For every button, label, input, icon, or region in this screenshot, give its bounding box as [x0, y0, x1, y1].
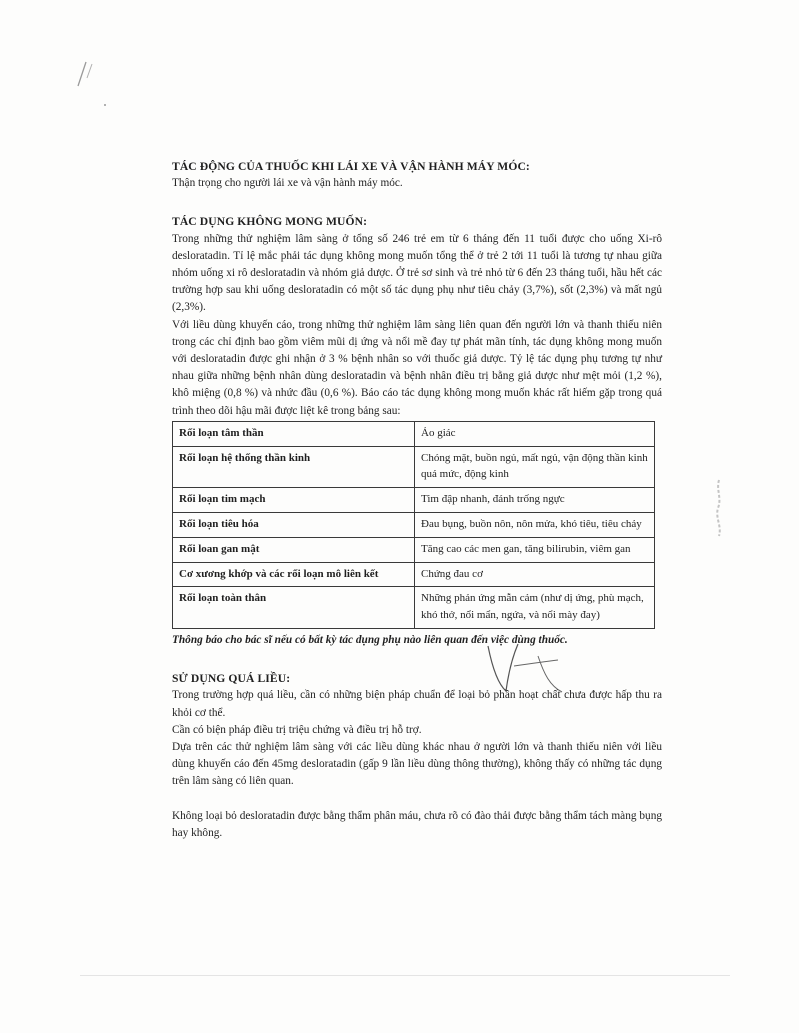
section-heading-driving: TÁC ĐỘNG CỦA THUỐC KHI LÁI XE VÀ VẬN HÀNH MÁY MÓC:: [172, 160, 530, 173]
table-cell-category: Rối loạn tâm thần: [173, 421, 415, 446]
table-cell-category: Rối loan gan mật: [173, 537, 415, 562]
overdose-paragraph-4: Không loại bỏ desloratadin được bằng thẩm phân máu, chưa rõ có đào thải được bằng thẩm tách màng bụng hay không.: [172, 809, 662, 839]
section-heading-side-effects: TÁC DỤNG KHÔNG MONG MUỐN:: [172, 215, 368, 229]
page-bottom-rule: [80, 975, 730, 976]
edge-stamp-mark: [712, 478, 726, 538]
table-row: [173, 446, 655, 488]
table-row: [173, 421, 655, 446]
side-effects-paragraph-1: Trong những thử nghiệm lâm sàng ở tổng số 246 trẻ em từ 6 tháng đến 11 tuổi được cho uống Xi-rô desloratadin. Tỉ lệ mắc phải tác dụng không mong muốn tổng thể ở trẻ 2 tới 11 tuổi là tương tự nhau giữa nhóm uống xi rô desloratadin và nhóm giả dược. Ở trẻ sơ sinh và trẻ nhỏ từ 6 đến 23 tháng tuổi, hầu hết các trường hợp sau khi uống desloratadin có một số tác dụng phụ như tiêu chảy (3,7%), sốt (2,3%) và mất ngủ (2,3%).: [172, 232, 662, 314]
side-effects-table: [172, 421, 655, 629]
table-cell-category: Cơ xương khớp và các rối loạn mô liên kết: [173, 562, 415, 587]
table-row: [173, 488, 655, 513]
pen-mark: [72, 60, 112, 120]
table-row: [173, 562, 655, 587]
table-row: [173, 513, 655, 538]
overdose-paragraph-2: Cần có biện pháp điều trị triệu chứng và điều trị hỗ trợ.: [172, 723, 422, 736]
table-cell-effects: Những phản ứng mẫn cảm (như dị ứng, phù mạch, khó thở, nổi mẩn, ngứa, và nổi mày đay): [415, 587, 655, 629]
table-cell-effects: Tim đập nhanh, đánh trống ngực: [415, 488, 655, 513]
table-cell-category: Rối loạn toàn thân: [173, 587, 415, 629]
table-row: [173, 537, 655, 562]
document-body: [172, 158, 662, 842]
table-cell-category: Rối loạn tim mạch: [173, 488, 415, 513]
table-cell-effects: Tăng cao các men gan, tăng bilirubin, viêm gan: [415, 537, 655, 562]
driving-text: Thận trọng cho người lái xe và vận hành máy móc.: [172, 177, 403, 190]
table-cell-effects: Chóng mặt, buồn ngủ, mất ngủ, vận động thần kinh quá mức, động kinh: [415, 446, 655, 488]
table-cell-effects: Ảo giác: [415, 421, 655, 446]
section-heading-overdose: SỬ DỤNG QUÁ LIỀU:: [172, 672, 291, 686]
overdose-paragraph-3: Dựa trên các thử nghiệm lâm sàng với các liều dùng khác nhau ở người lớn và thanh thiếu niên với liều dùng khuyến cáo đến 45mg desloratadin (gấp 9 lần liều dùng thông thường), không thấy có những tác dụng trên lâm sàng có liên quan.: [172, 741, 662, 788]
side-effects-note: Thông báo cho bác sĩ nếu có bất kỳ tác dụng phụ nào liên quan đến việc dùng thuốc.: [172, 634, 568, 647]
overdose-paragraph-1: Trong trường hợp quá liều, cần có những biện pháp chuẩn để loại bỏ phần hoạt chất chưa được hấp thu ra khỏi cơ thể.: [172, 689, 662, 719]
side-effects-paragraph-2: Với liều dùng khuyến cáo, trong những thử nghiệm lâm sàng liên quan đến người lớn và thanh thiếu niên trong các chỉ định bao gồm viêm mũi dị ứng và nổi mề đay tự phát mãn tính, tác dụng không mong muốn với desloratadin được ghi nhận ở 3 % bệnh nhân so với thuốc giả dược. Tỷ lệ tác dụng phụ tương tự như nhau giữa những bệnh nhân dùng desloratadin và bệnh nhân điều trị bằng giả dược như mệt mỏi (1,2 %), khô miệng (0,8 %) và nhức đầu (0,6 %). Báo cáo tác dụng không mong muốn khác rất hiếm gặp trong quá trình theo dõi hậu mãi được liệt kê trong bảng sau:: [172, 318, 662, 417]
table-cell-category: Rối loạn hệ thống thần kinh: [173, 446, 415, 488]
table-cell-effects: Chứng đau cơ: [415, 562, 655, 587]
table-cell-effects: Đau bụng, buồn nôn, nôn mửa, khó tiêu, tiêu chảy: [415, 513, 655, 538]
table-row: [173, 587, 655, 629]
table-cell-category: Rối loạn tiêu hóa: [173, 513, 415, 538]
